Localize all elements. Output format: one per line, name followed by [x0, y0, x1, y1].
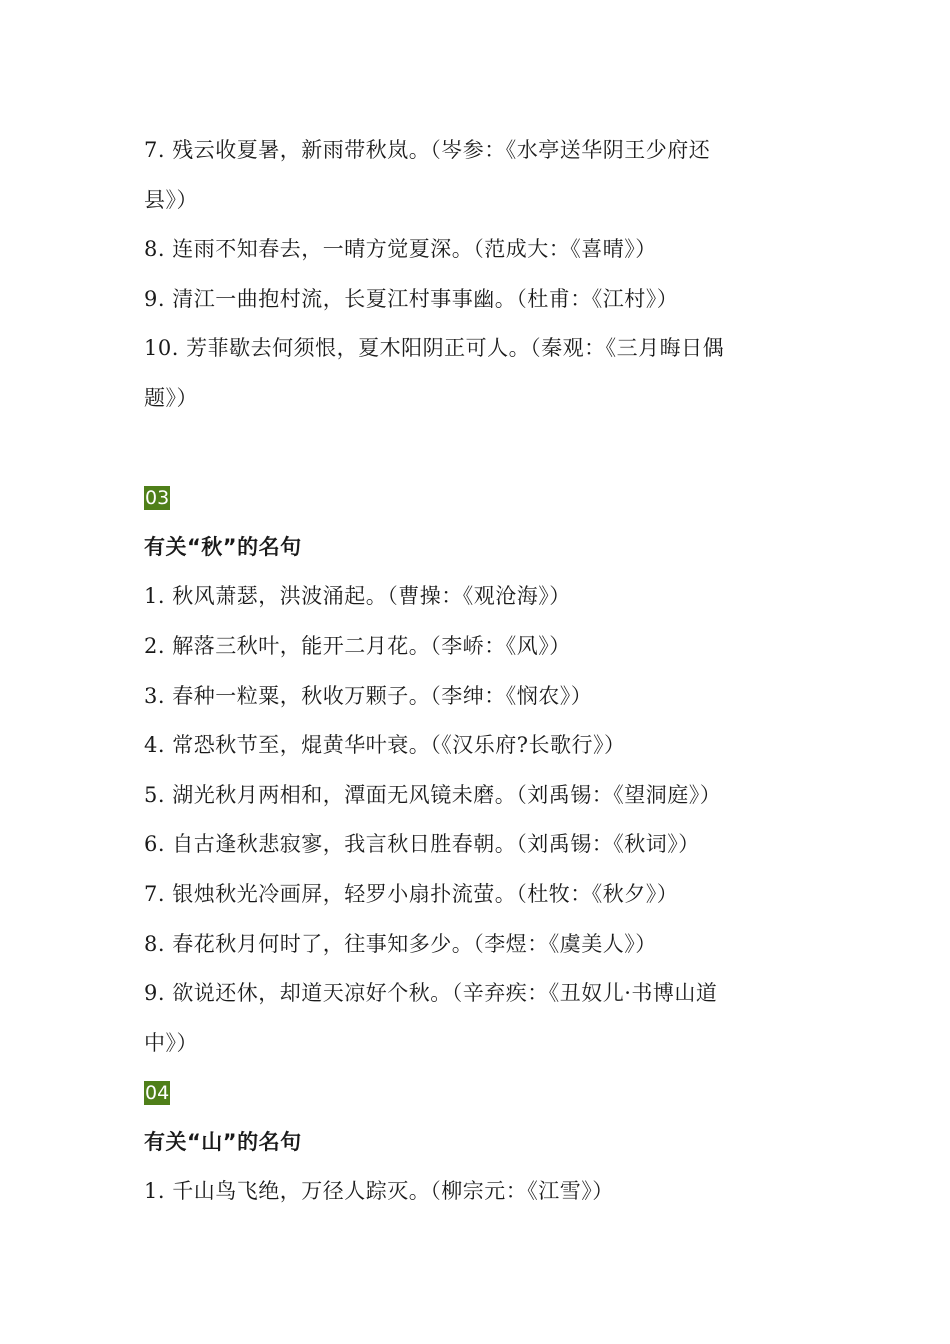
autumn-section [144, 473, 816, 1068]
section-number-row [144, 1068, 816, 1118]
poem-line: 9. 清江一曲抱村流，长夏江村事事幽。（杜甫：《江村》） [144, 286, 679, 311]
poem-line: 1. 千山鸟飞绝，万径人踪灭。（柳宗元：《江雪》） [144, 1179, 614, 1204]
poem-line: 8. 春花秋月何时了，往事知多少。（李煜：《虞美人》） [144, 931, 657, 956]
poem-line: 4. 常恐秋节至，焜黄华叶衰。（《汉乐府?长歌行》） [144, 733, 626, 758]
poem-line: 2. 解落三秋叶，能开二月花。（李峤：《风》） [144, 633, 571, 658]
poem-line: 5. 湖光秋月两相和，潭面无风镜未磨。（刘禹锡：《望洞庭》） [144, 782, 722, 807]
section-number-row [144, 473, 816, 523]
poem-line: 3. 春种一粒粟，秋收万颗子。（李绅：《悯农》） [144, 683, 593, 708]
summer-poem-list [144, 126, 816, 424]
poem-line: 7. 银烛秋光冷画屏，轻罗小扇扑流萤。（杜牧：《秋夕》） [144, 881, 679, 906]
document-content [144, 126, 816, 1217]
poem-line: 8. 连雨不知春去，一晴方觉夏深。（范成大：《喜晴》） [144, 237, 657, 262]
poem-line: 10. 芳菲歇去何须恨，夏木阳阴正可人。（秦观：《三月晦日偶 [144, 336, 725, 361]
section-number-badge: 04 [145, 1082, 170, 1105]
poem-line: 题》） [144, 385, 198, 410]
section-heading: 有关“秋”的名句 [144, 534, 302, 559]
section-number-badge: 03 [145, 486, 170, 509]
section-heading: 有关“山”的名句 [144, 1129, 302, 1154]
poem-line: 9. 欲说还休，却道天凉好个秋。（辛弃疾：《丑奴儿·书博山道 [144, 981, 718, 1006]
section-spacer [144, 424, 816, 474]
poem-line: 7. 残云收夏暑，新雨带秋岚。（岑参：《水亭送华阴王少府还 [144, 138, 711, 162]
poem-line: 1. 秋风萧瑟，洪波涌起。（曹操：《观沧海》） [144, 584, 571, 609]
poem-line: 县》） [144, 187, 198, 212]
poem-line: 中》） [144, 1030, 198, 1055]
mountain-section [144, 1068, 816, 1217]
poem-line: 6. 自古逢秋悲寂寥，我言秋日胜春朝。（刘禹锡：《秋词》） [144, 832, 700, 857]
